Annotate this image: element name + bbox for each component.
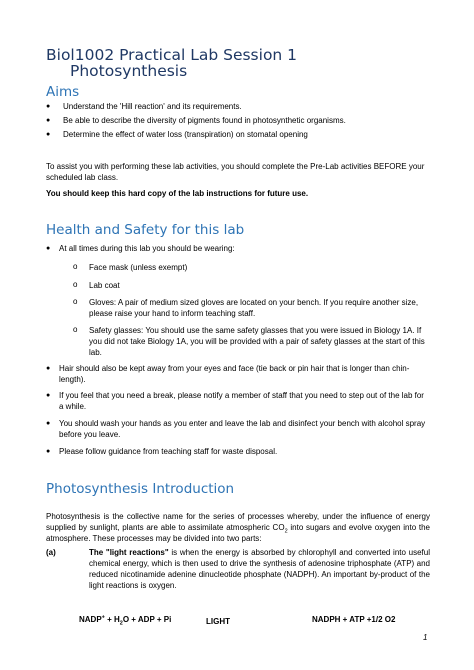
page-subtitle: Photosynthesis <box>70 62 188 80</box>
aims-heading: Aims <box>46 84 80 100</box>
aims-item: Understand the 'Hill reaction' and its requirements. <box>63 102 242 111</box>
circle-bullet-icon: o <box>73 325 78 334</box>
health-intro: At all times during this lab you should be wearing: <box>59 244 235 253</box>
ppe-item: Face mask (unless exempt) <box>89 263 188 272</box>
bullet-icon: ● <box>46 103 51 110</box>
equation-light: LIGHT <box>206 617 230 626</box>
circle-bullet-icon: o <box>73 262 78 271</box>
water-subscript: 2 <box>119 620 123 627</box>
intro-paragraph-part2: into sugars and evolve oxygen into the atmosphere. These processes may be divided into two parts: <box>46 523 430 543</box>
aims-item: Determine the effect of water loss (transpiration) on stomatal opening <box>63 130 308 139</box>
bullet-icon: ● <box>46 392 51 399</box>
prelab-paragraph: To assist you with performing these lab activities, you should complete the Pre-Lab activities BEFORE your scheduled lab class. <box>46 162 425 182</box>
circle-bullet-icon: o <box>73 297 78 306</box>
safety-item: Please follow guidance from teaching staff for waste disposal. <box>59 447 278 456</box>
equation-left <box>79 614 171 625</box>
item-a-label: (a) <box>46 548 56 557</box>
bullet-icon: ● <box>46 245 51 252</box>
bullet-icon: ● <box>46 448 51 455</box>
intro-paragraph <box>46 511 430 544</box>
item-a-text: is when the energy is absorbed by chlorophyll and converted into useful chemical energy, which is then used to drive the synthesis of adenosine triphosphate (ATP) and reduced nicotinamide adenine dinucleotide phosphate (NADPH). An important by-product of the light reactions is oxygen. <box>89 548 430 590</box>
item-a-paragraph <box>89 547 430 591</box>
aims-item: Be able to describe the diversity of pigments found in photosynthetic organisms. <box>63 116 346 125</box>
intro-paragraph-part1: Photosynthesis is the collective name for the series of processes whereby, under the influence of energy supplied by sunlight, plants are able to assimilate atmospheric CO <box>46 512 430 532</box>
circle-bullet-icon: o <box>73 280 78 289</box>
keep-copy-note: You should keep this hard copy of the lab instructions for future use. <box>46 189 309 198</box>
health-safety-heading: Health and Safety for this lab <box>46 222 245 238</box>
ppe-item: Lab coat <box>89 281 120 290</box>
bullet-icon: ● <box>46 365 51 372</box>
safety-item: Hair should also be kept away from your eyes and face (tie back or pin hair that is longer than chin-length). <box>59 364 410 384</box>
adp-text: O + ADP + Pi <box>122 615 172 624</box>
page-number: 1 <box>423 633 428 642</box>
nadp-text: NADP <box>79 615 102 624</box>
co2-subscript: 2 <box>284 528 288 535</box>
intro-heading: Photosynthesis Introduction <box>46 481 235 497</box>
bullet-icon: ● <box>46 131 51 138</box>
bullet-icon: ● <box>46 117 51 124</box>
ppe-item: Safety glasses: You should use the same safety glasses that you were issued in Biology 1A. If you did not take Biology 1A, you will be provided with a pair of safety glasses at the start of this lab. <box>89 326 425 357</box>
safety-item: You should wash your hands as you enter and leave the lab and disinfect your bench with alcohol spray before you leave. <box>59 419 426 439</box>
nadp-superscript: + <box>101 614 105 621</box>
safety-item: If you feel that you need a break, please notify a member of staff that you need to step out of the lab for a while. <box>59 391 424 411</box>
water-text: + H <box>104 615 120 624</box>
page-title: Biol1002 Practical Lab Session 1 <box>46 46 298 64</box>
bullet-icon: ● <box>46 420 51 427</box>
ppe-item: Gloves: A pair of medium sized gloves are located on your bench. If you require another size, please raise your hand to inform teaching staff. <box>89 298 419 318</box>
equation-right: NADPH + ATP +1/2 O2 <box>312 615 396 624</box>
light-reactions-term: The "light reactions" <box>89 548 169 557</box>
